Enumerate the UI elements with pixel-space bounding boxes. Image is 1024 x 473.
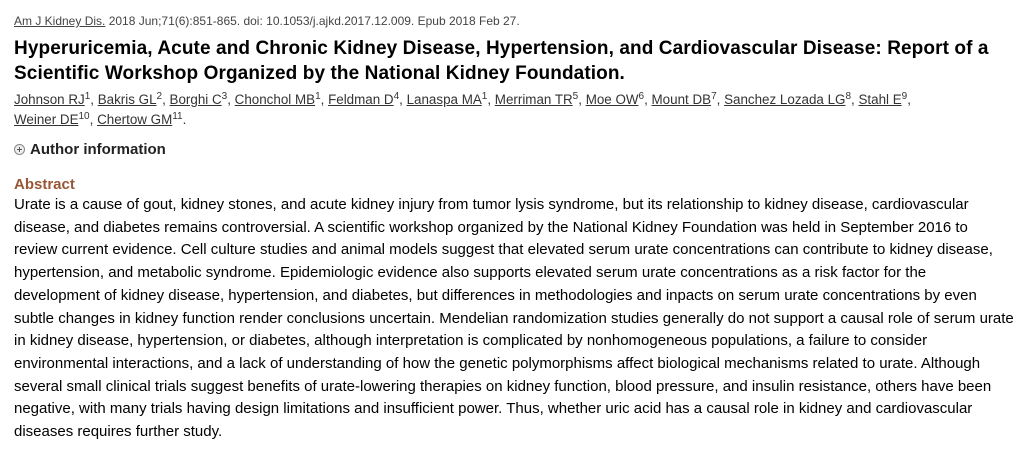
affiliation-number: 1 [315, 91, 321, 102]
abstract-text: Urate is a cause of gout, kidney stones, and acute kidney injury from tumor lysis syndrome, but its relationship to kidney disease, cardiovascular disease, and diabetes remains controversial. A scientific workshop organized by the National Kidney Foundation was held in September 2016 to review current evidence. Cell culture studies and animal models suggest that elevated serum urate concentrations can contribute to kidney disease, hypertension, and metabolic syndrome. Epidemiologic evidence also supports elevated serum urate concentrations as a risk factor for the development of kidney disease, hypertension, and diabetes, but differences in methodologies and inpacts on serum urate concentrations by even subtle changes in kidney function render conclusions uncertain. Mendelian randomization studies generally do not support a causal role of serum urate in kidney disease, hypertension, or diabetes, although interpretation is complicated by nonhomogeneous populations, a failure to consider environmental interactions, and a lack of understanding of how the genetic polymorphisms affect biological mechanisms related to urate. Although several small clinical trials suggest benefits of urate-lowering therapies on kidney function, blood pressure, and insulin resistance, others have been negative, with many trials having design limitations and insufficient power. Thus, whether uric acid has a causal role in kidney and cardiovascular diseases requires further study. [14, 196, 1014, 441]
author-information-toggle[interactable] [14, 141, 1010, 158]
author-link[interactable]: Moe OW [585, 92, 639, 107]
affiliation-number: 1 [84, 91, 91, 102]
author-link[interactable]: Borghi C [169, 92, 222, 107]
affiliation-number: 3 [221, 91, 228, 102]
author-link[interactable]: Sanchez Lozada LG [724, 92, 846, 107]
author-item: Stahl $E^9$, [858, 91, 911, 107]
affiliation-number: 6 [638, 91, 645, 102]
author-link[interactable]: Stahl E [858, 92, 902, 107]
abstract-heading: Abstract [14, 176, 75, 193]
affiliation-number: 5 [572, 91, 579, 102]
citation-line [14, 12, 1010, 30]
author-link[interactable]: Johnson RJ [14, 92, 85, 107]
author-link[interactable]: Chonchol MB [234, 92, 316, 107]
author-link[interactable]: Lanaspa MA [406, 92, 482, 107]
author-link[interactable]: Feldman D [328, 92, 394, 107]
article-title: Hyperuricemia, Acute and Chronic Kidney Disease, Hypertension, and Cardiovascular Disease: Report of a Scientific Workshop Organized by the National Kidney Foundation. [14, 38, 989, 84]
author-item: Lanaspa $MA^1$, [406, 91, 495, 107]
author-item: Sanchez Lozada $LG^8$, [724, 91, 859, 107]
affiliation-number: 1 [481, 91, 488, 102]
author-link[interactable]: Mount DB [651, 92, 712, 107]
citation-details: 2018 Jun;71(6):851-865. doi: 10.1053/j.ajkd.2017.12.009. Epub 2018 Feb 27. [105, 14, 520, 28]
author-item: Merriman $TR^5$, [494, 91, 586, 107]
author-item: Chertow GM$^{11}$. [97, 111, 187, 127]
author-link[interactable]: Weiner DE [14, 112, 79, 127]
affiliation-number: 2 [156, 91, 163, 102]
affiliation-number: 11 [172, 111, 183, 122]
author-item: Borghi $C^3$, [169, 91, 235, 107]
author-item: Chonchol $MB^1$, [234, 91, 329, 107]
affiliation-number: 9 [901, 91, 908, 102]
author-list [14, 90, 1010, 130]
affiliation-number: 10 [78, 111, 90, 122]
author-link[interactable]: Merriman TR [494, 92, 573, 107]
affiliation-number: 8 [845, 91, 852, 102]
author-information-label: Author information [30, 141, 166, 158]
author-item: Johnson $RJ^1$, [14, 91, 98, 107]
journal-link[interactable]: Am J Kidney Dis. [14, 14, 106, 28]
author-link[interactable]: Chertow GM [97, 112, 173, 127]
author-item: Weiner DE$^{10}$, [14, 111, 98, 127]
affiliation-number: 7 [711, 91, 717, 102]
author-link[interactable]: Bakris GL [97, 92, 157, 107]
author-item: Bakris $GL^2$, [97, 91, 170, 107]
affiliation-number: 4 [393, 91, 400, 102]
plus-circle-icon[interactable] [14, 144, 25, 155]
author-item: Mount $DB^7$, [651, 91, 725, 107]
author-item: Moe $OW^6$, [585, 91, 652, 107]
author-item: Feldman $D^4$, [328, 91, 407, 107]
